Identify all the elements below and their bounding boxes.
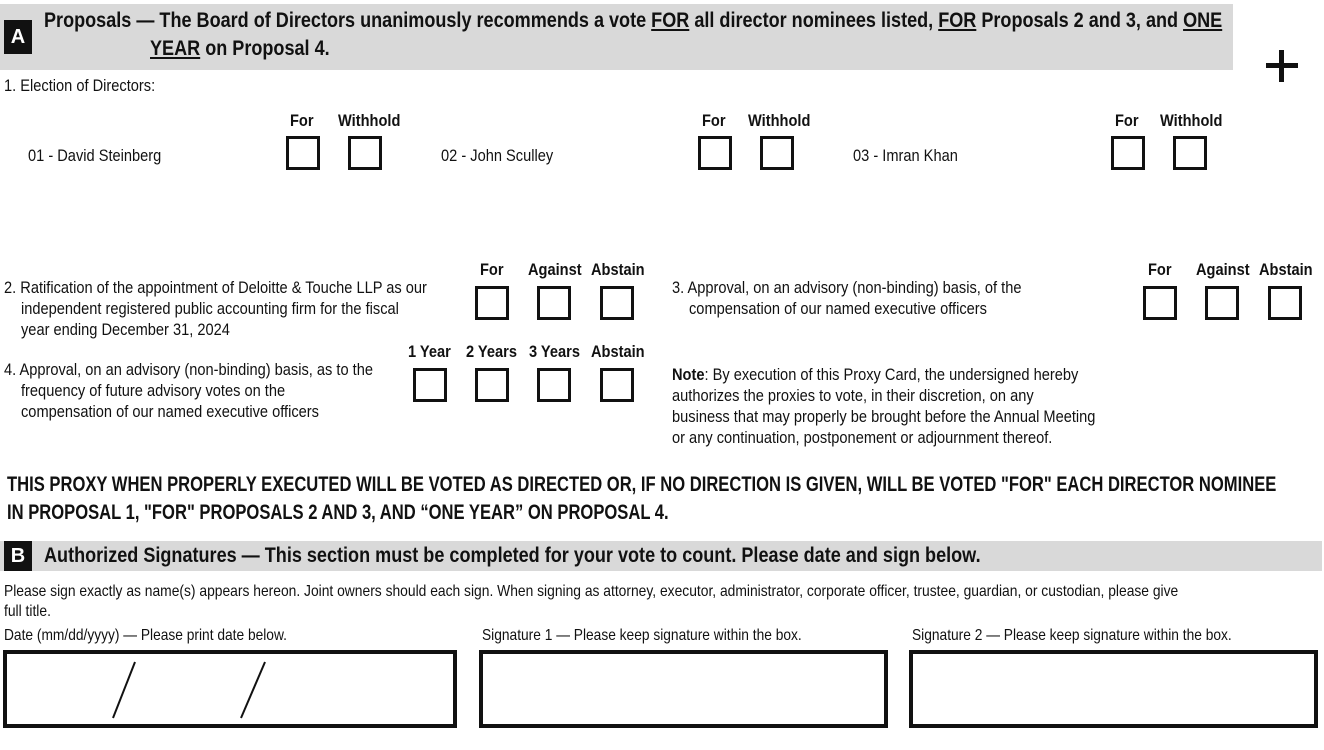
col-against: Against — [1196, 260, 1250, 279]
nominee-label: 02 - John Sculley — [441, 146, 554, 165]
nominee-2-for-checkbox[interactable] — [698, 136, 732, 170]
registration-plus-mark — [1266, 50, 1298, 82]
nominee-1-for-checkbox[interactable] — [286, 136, 320, 170]
col-for: For — [1115, 111, 1139, 130]
election-title: 1. Election of Directors: — [4, 76, 156, 95]
col-abstain: Abstain — [1259, 260, 1313, 279]
signature-2-box[interactable] — [909, 650, 1318, 728]
proposal-4-3-years-checkbox[interactable] — [537, 368, 571, 402]
proposal-2-text: 2. Ratification of the appointment of Deloitte & Touche LLP as our independent registered public accounting firm for the fiscal year ending December 31, 2024 — [4, 278, 427, 339]
proposal-3-abstain-checkbox[interactable] — [1268, 286, 1302, 320]
proxy-statement: THIS PROXY WHEN PROPERLY EXECUTED WILL BE VOTED AS DIRECTED OR, IF NO DIRECTION IS GIVEN, WILL BE VOTED "FOR" EACH DIRECTOR NOMINEE IN PROPOSAL 1, "FOR" PROPOSALS 2 AND 3, AND “ONE YEAR” ON PROPOSAL 4. — [7, 473, 1277, 524]
proposal-2-against-checkbox[interactable] — [537, 286, 571, 320]
col-abstain: Abstain — [591, 260, 645, 279]
proposal-2-abstain-checkbox[interactable] — [600, 286, 634, 320]
nominee-1-withhold-checkbox[interactable] — [348, 136, 382, 170]
nominee-2-withhold-checkbox[interactable] — [760, 136, 794, 170]
col-withhold: Withhold — [338, 111, 401, 130]
signature-1-label: Signature 1 — Please keep signature within the box. — [482, 627, 802, 644]
col-abstain: Abstain — [591, 342, 645, 361]
nominee-label: 01 - David Steinberg — [28, 146, 162, 165]
proposal-4-1-year-checkbox[interactable] — [413, 368, 447, 402]
proposal-3-text: 3. Approval, on an advisory (non-binding) basis, of the compensation of our named executive officers — [672, 278, 1022, 318]
date-input-box[interactable] — [3, 650, 457, 728]
col-2-years: 2 Years — [466, 342, 517, 361]
signature-instructions: Please sign exactly as name(s) appears hereon. Joint owners should each sign. When signing as attorney, executor, administrator, corporate officer, trustee, guardian, or custodian, please give full title. — [4, 583, 1179, 620]
col-for: For — [290, 111, 314, 130]
col-3-years: 3 Years — [529, 342, 580, 361]
section-b-heading: Authorized Signatures — This section must be completed for your vote to count. Please date and sign below. — [44, 544, 981, 567]
proxy-note: Note: By execution of this Proxy Card, the undersigned hereby authorizes the proxies to vote, in their discretion, on any business that may properly be brought before the Annual Meeting or any continuation, postponement or adjournment thereof. — [672, 365, 1096, 447]
date-separator-slashes — [7, 654, 453, 724]
nominee-3-for-checkbox[interactable] — [1111, 136, 1145, 170]
proposal-4-2-years-checkbox[interactable] — [475, 368, 509, 402]
proposal-3-against-checkbox[interactable] — [1205, 286, 1239, 320]
col-1-year: 1 Year — [408, 342, 451, 361]
proposal-4-abstain-checkbox[interactable] — [600, 368, 634, 402]
col-withhold: Withhold — [748, 111, 811, 130]
col-for: For — [1148, 260, 1172, 279]
date-label: Date (mm/dd/yyyy) — Please print date below. — [4, 627, 287, 644]
proposal-4-text: 4. Approval, on an advisory (non-binding) basis, as to the frequency of future advisory votes on the compensation of our named executive officers — [4, 360, 373, 421]
section-a-tag: A — [4, 20, 32, 54]
nominee-label: 03 - Imran Khan — [853, 146, 958, 165]
col-for: For — [480, 260, 504, 279]
col-against: Against — [528, 260, 582, 279]
proposal-2-for-checkbox[interactable] — [475, 286, 509, 320]
proposal-3-for-checkbox[interactable] — [1143, 286, 1177, 320]
note-label: Note — [672, 365, 705, 384]
section-b-tag: B — [4, 541, 32, 571]
nominee-3-withhold-checkbox[interactable] — [1173, 136, 1207, 170]
signature-1-box[interactable] — [479, 650, 888, 728]
date-slash-1 — [113, 662, 135, 718]
signature-2-label: Signature 2 — Please keep signature within the box. — [912, 627, 1232, 644]
date-slash-2 — [241, 662, 265, 718]
section-a-heading: Proposals — The Board of Directors unanimously recommends a vote FOR all director nominees listed, FOR Proposals 2 and 3, and ONE YEAR on Proposal 4. — [44, 9, 1223, 60]
col-withhold: Withhold — [1160, 111, 1223, 130]
col-for: For — [702, 111, 726, 130]
